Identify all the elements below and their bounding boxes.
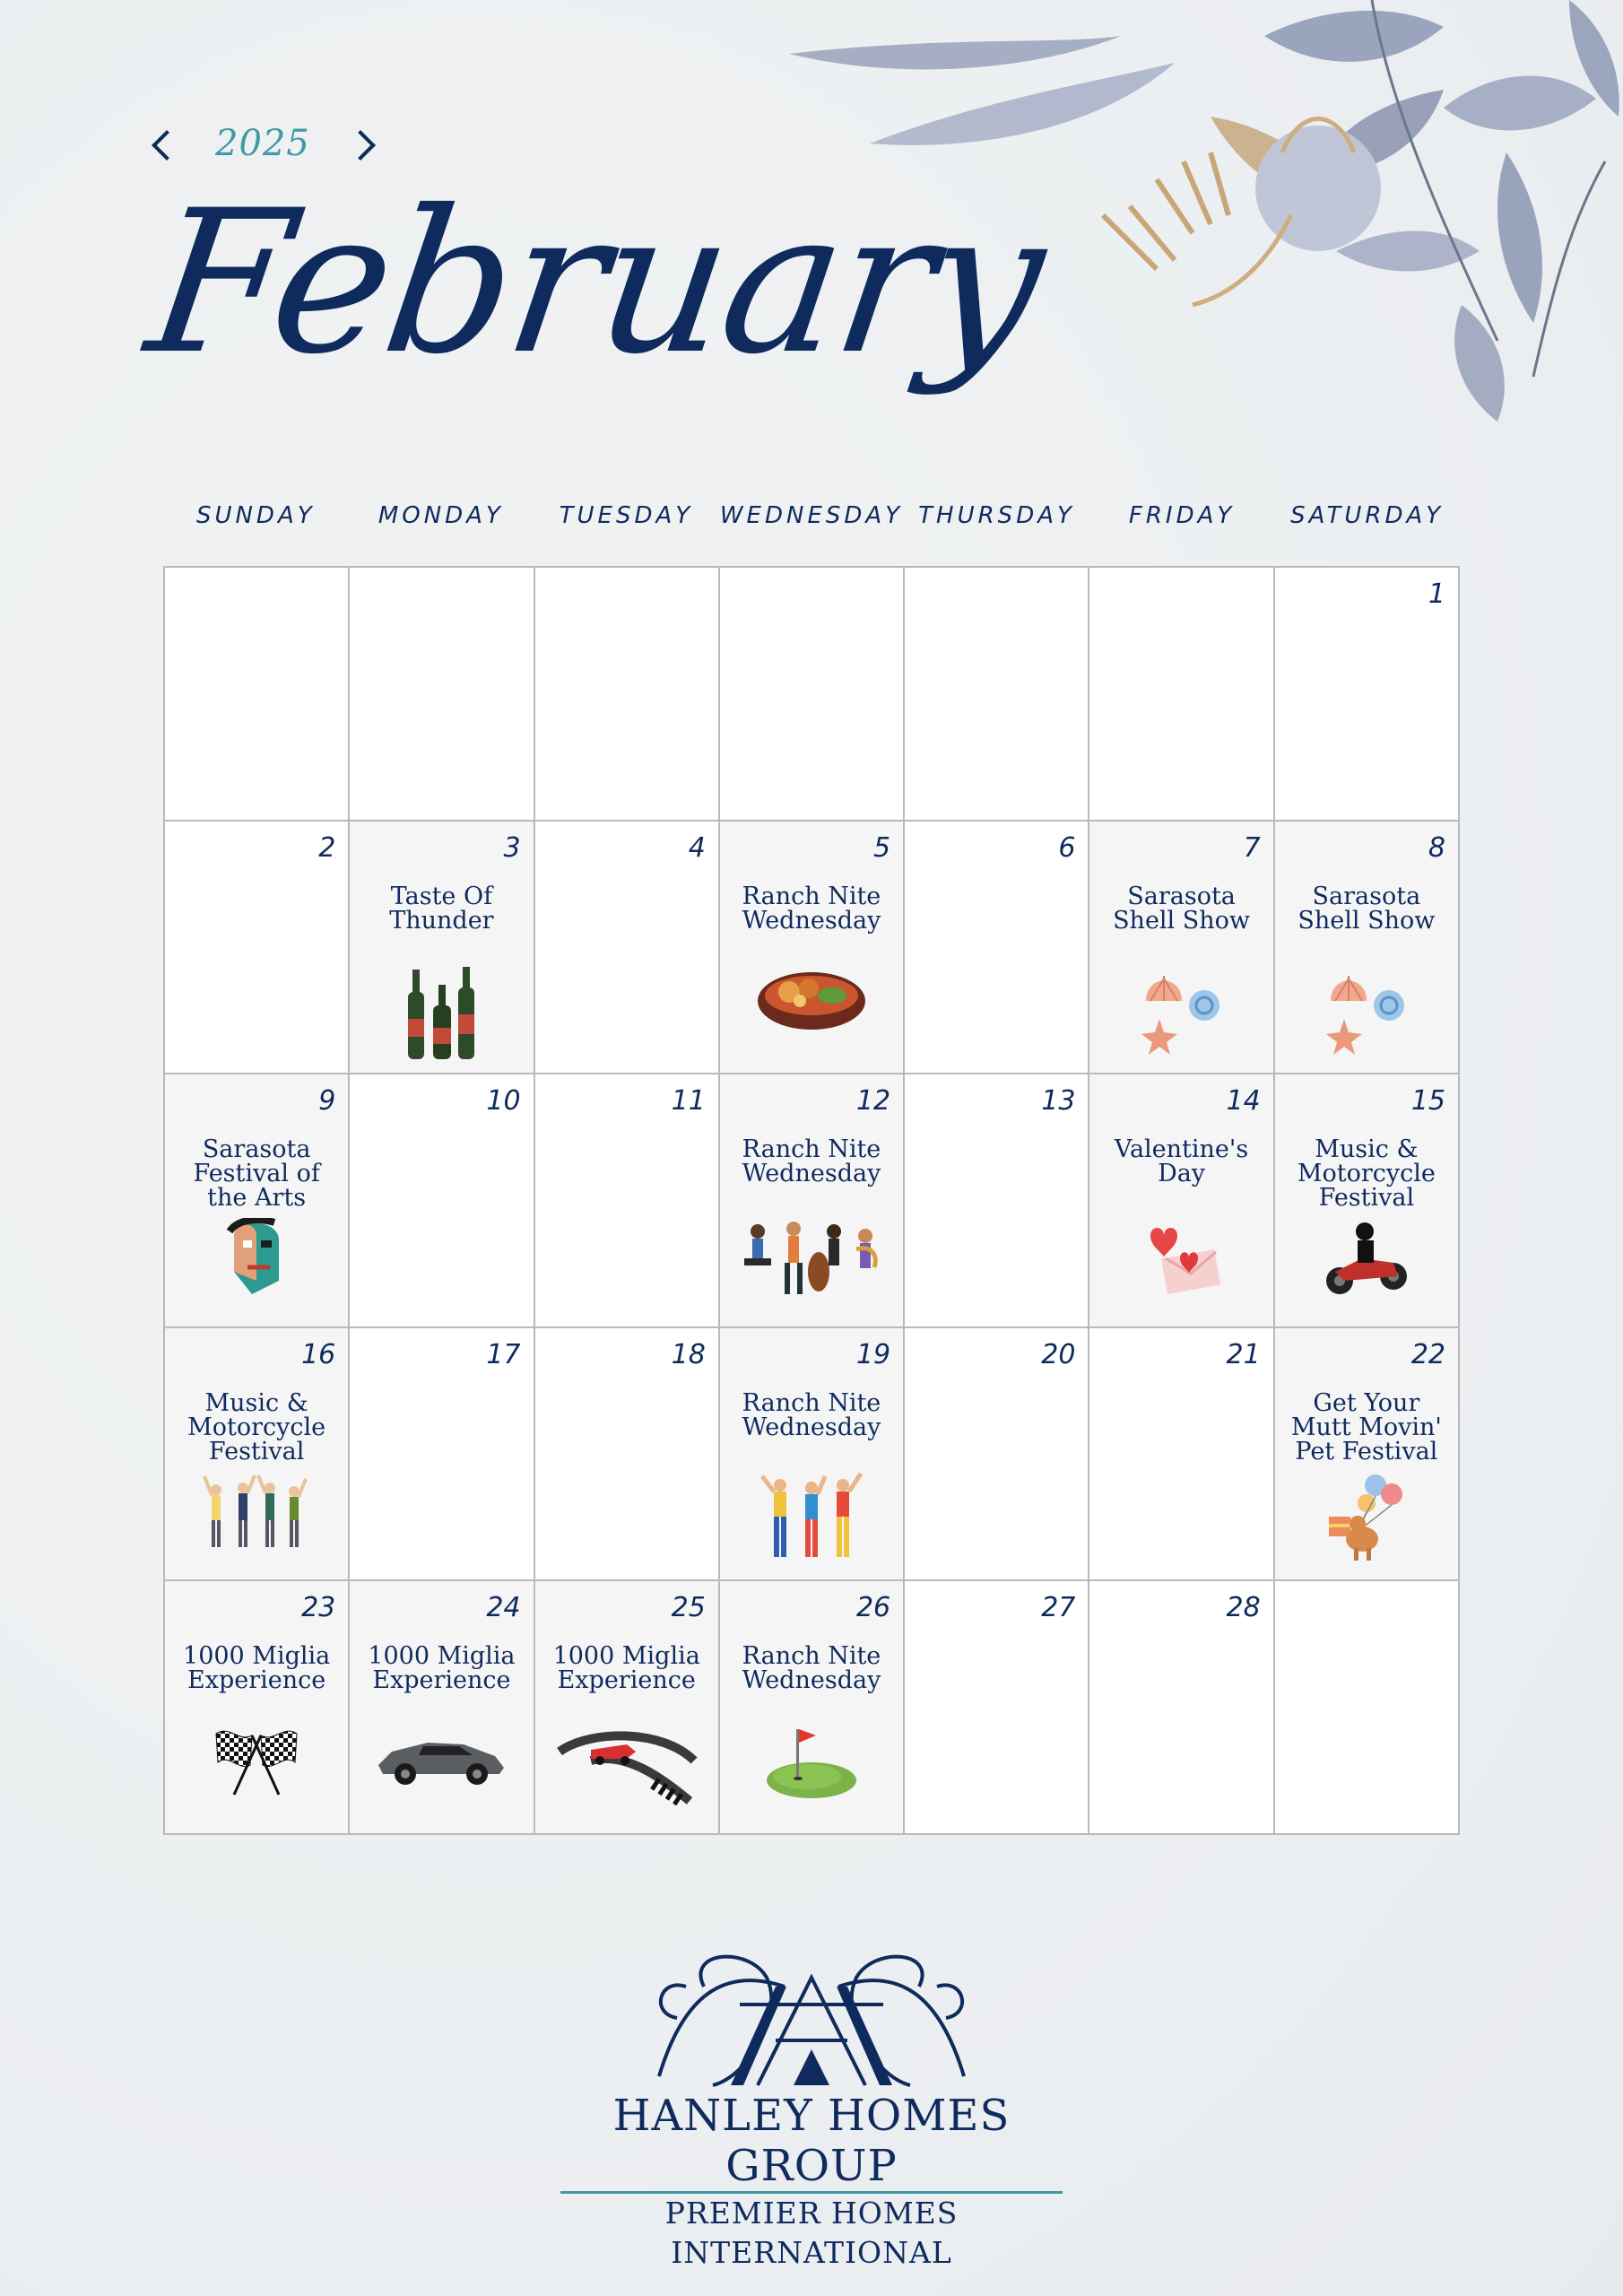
event-title: 1000 Miglia Experience	[368, 1642, 516, 1695]
weekday-label: THURSDAY	[918, 502, 1075, 529]
weekday-label: WEDNESDAY	[719, 502, 904, 529]
day-cell-18[interactable]	[535, 1328, 720, 1582]
calendar-grid	[163, 566, 1460, 1835]
hhg-monogram-icon	[632, 1951, 991, 2094]
chevron-left-icon[interactable]	[143, 117, 179, 170]
event-title: Get Your Mutt Movin' Pet Festival	[1290, 1388, 1442, 1465]
event-title: Ranch Nite Wednesday	[742, 1642, 881, 1695]
day-number: 19	[855, 1338, 891, 1370]
day-cell-6[interactable]	[905, 822, 1089, 1075]
day-cell-2[interactable]	[165, 822, 350, 1075]
sports-car-icon	[374, 1725, 508, 1791]
motorcycle-rider-icon	[1322, 1218, 1411, 1302]
company-logo	[547, 1951, 1076, 2273]
day-number: 15	[1410, 1085, 1445, 1118]
event-title: Taste Of Thunder	[389, 882, 494, 935]
cheering-crowd-icon	[203, 1472, 310, 1556]
day-number: 16	[301, 1338, 336, 1370]
event-title: 1000 Miglia Experience	[183, 1642, 331, 1695]
day-cell-8[interactable]	[1275, 822, 1460, 1075]
day-cell-21[interactable]	[1089, 1328, 1274, 1582]
day-number: 9	[318, 1085, 336, 1118]
day-cell-20[interactable]	[905, 1328, 1089, 1582]
day-number: 6	[1058, 831, 1076, 864]
weekday-label: TUESDAY	[559, 502, 694, 529]
day-cell-16[interactable]	[165, 1328, 350, 1582]
day-number: 10	[486, 1085, 521, 1118]
day-cell-11[interactable]	[535, 1074, 720, 1328]
day-number: 23	[301, 1592, 336, 1624]
company-name: HANLEY HOMES GROUP	[612, 2091, 1011, 2191]
day-cell-5[interactable]	[720, 822, 905, 1075]
empty-day-cell[interactable]	[1275, 1581, 1460, 1835]
year-navigation	[143, 117, 382, 170]
day-cell-3[interactable]	[350, 822, 534, 1075]
event-title: Sarasota Shell Show	[1113, 882, 1251, 935]
year-label: 2025	[215, 123, 310, 164]
company-tagline: PREMIER HOMES INTERNATIONAL	[664, 2196, 959, 2270]
empty-day-cell[interactable]	[535, 568, 720, 822]
day-cell-13[interactable]	[905, 1074, 1089, 1328]
dog-balloons-icon	[1322, 1472, 1411, 1565]
day-cell-28[interactable]	[1089, 1581, 1274, 1835]
day-number: 28	[1226, 1592, 1261, 1624]
day-cell-17[interactable]	[350, 1328, 534, 1582]
day-cell-26[interactable]	[720, 1581, 905, 1835]
weekday-header	[163, 502, 1460, 529]
day-number: 24	[486, 1592, 521, 1624]
event-title: Valentine's Day	[1114, 1135, 1249, 1188]
day-number: 27	[1041, 1592, 1076, 1624]
day-number: 5	[873, 831, 891, 864]
day-number: 13	[1041, 1085, 1076, 1118]
weekday-label: MONDAY	[378, 502, 504, 529]
abstract-face-icon	[225, 1218, 288, 1302]
day-cell-12[interactable]	[720, 1074, 905, 1328]
day-number: 8	[1428, 831, 1445, 864]
day-cell-23[interactable]	[165, 1581, 350, 1835]
day-cell-19[interactable]	[720, 1328, 905, 1582]
seashells-icon	[1322, 965, 1411, 1058]
empty-day-cell[interactable]	[720, 568, 905, 822]
day-number: 18	[671, 1338, 706, 1370]
event-title: 1000 Miglia Experience	[552, 1642, 700, 1695]
empty-day-cell[interactable]	[1089, 568, 1274, 822]
event-title: Music & Motorcycle Festival	[1297, 1135, 1436, 1213]
month-title: February	[136, 168, 1055, 397]
chevron-right-icon[interactable]	[346, 117, 382, 170]
empty-day-cell[interactable]	[905, 568, 1089, 822]
day-number: 7	[1243, 831, 1261, 864]
day-cell-24[interactable]	[350, 1581, 534, 1835]
empty-day-cell[interactable]	[165, 568, 350, 822]
weekday-label: SUNDAY	[195, 502, 316, 529]
love-letter-icon	[1137, 1218, 1227, 1302]
day-number: 1	[1428, 578, 1445, 610]
day-number: 22	[1410, 1338, 1445, 1370]
day-cell-27[interactable]	[905, 1581, 1089, 1835]
seashells-icon	[1137, 965, 1227, 1058]
weekday-label: FRIDAY	[1128, 502, 1236, 529]
race-track-icon	[555, 1725, 699, 1809]
event-title: Ranch Nite Wednesday	[742, 882, 881, 935]
day-number: 26	[855, 1592, 891, 1624]
day-number: 2	[318, 831, 336, 864]
day-number: 25	[671, 1592, 706, 1624]
day-number: 11	[671, 1085, 706, 1118]
checkered-flags-icon	[198, 1725, 315, 1800]
day-cell-7[interactable]	[1089, 822, 1274, 1075]
day-number: 14	[1226, 1085, 1261, 1118]
weekday-label: SATURDAY	[1290, 502, 1445, 529]
day-cell-9[interactable]	[165, 1074, 350, 1328]
day-cell-1[interactable]	[1275, 568, 1460, 822]
day-number: 3	[503, 831, 521, 864]
event-title: Ranch Nite Wednesday	[742, 1135, 881, 1188]
event-title: Sarasota Festival of the Arts	[193, 1135, 320, 1213]
band-musicians-icon	[740, 1218, 883, 1302]
event-title: Ranch Nite Wednesday	[742, 1388, 881, 1441]
day-number: 12	[855, 1085, 891, 1118]
day-cell-15[interactable]	[1275, 1074, 1460, 1328]
day-cell-22[interactable]	[1275, 1328, 1460, 1582]
day-number: 20	[1041, 1338, 1076, 1370]
day-cell-10[interactable]	[350, 1074, 534, 1328]
day-cell-4[interactable]	[535, 822, 720, 1075]
day-number: 4	[688, 831, 706, 864]
wine-bottles-icon	[401, 965, 482, 1067]
day-number: 21	[1226, 1338, 1261, 1370]
empty-day-cell[interactable]	[350, 568, 534, 822]
dancers-icon	[758, 1472, 865, 1565]
day-cell-25[interactable]	[535, 1581, 720, 1835]
day-number: 17	[486, 1338, 521, 1370]
event-title: Music & Motorcycle Festival	[187, 1388, 326, 1465]
golf-green-icon	[762, 1725, 861, 1809]
day-cell-14[interactable]	[1089, 1074, 1274, 1328]
food-bowl-icon	[753, 965, 870, 1040]
event-title: Sarasota Shell Show	[1298, 882, 1436, 935]
